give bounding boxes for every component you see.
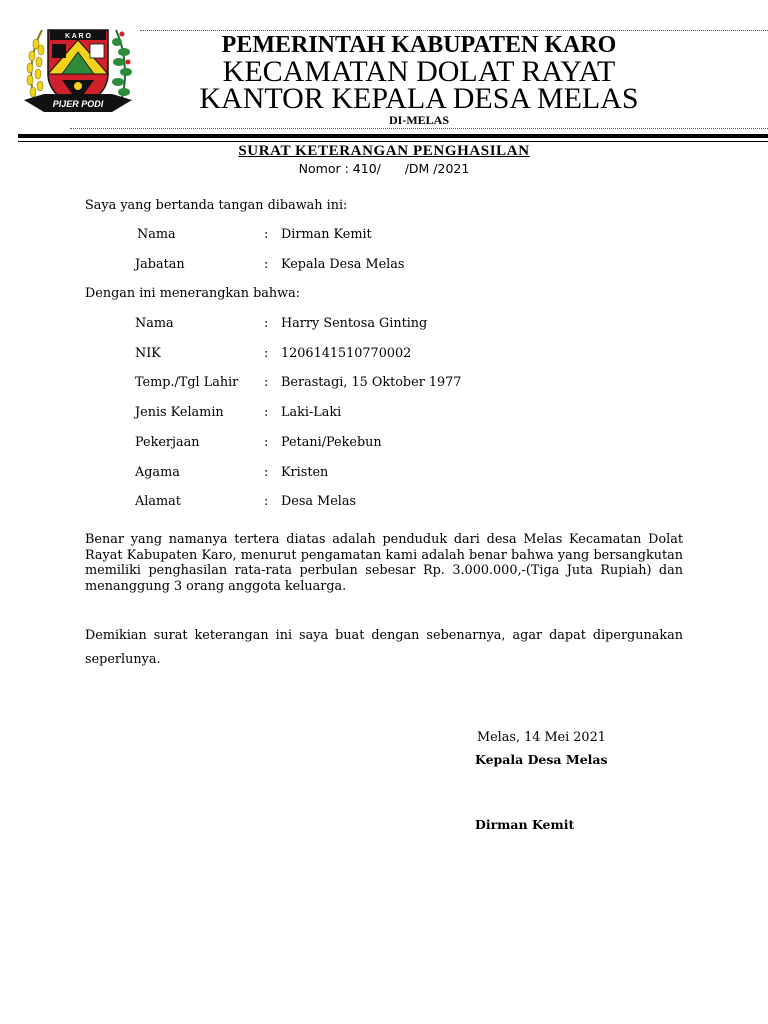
emblem-banner-text: PIJER PODI <box>52 99 104 109</box>
person-gender-value: Laki-Laki <box>281 405 342 420</box>
intro2-text: Dengan ini menerangkan bahwa: <box>85 286 301 301</box>
signer-name-colon: : <box>264 227 269 242</box>
person-job-value: Petani/Pekebun <box>281 435 382 450</box>
emblem-top-text: K A R O <box>65 33 91 40</box>
header-government: PEMERINTAH KABUPATEN KARO <box>221 32 617 58</box>
person-nik-value: 1206141510770002 <box>281 346 412 361</box>
person-job-colon: : <box>264 435 269 450</box>
letter-title <box>0 143 768 160</box>
rice-stalk-icon <box>27 30 44 104</box>
person-name-label: Nama <box>135 316 174 331</box>
header-dotted-divider <box>70 128 768 129</box>
statement-paragraph: Benar yang namanya tertera diatas adalah penduduk dari desa Melas Kecamatan Dolat Rayat Kabupaten Karo, menurut pengamatan kami adalah benar bahwa yang bersangkutan memiliki penghasilan rata-rata perbulan sebesar Rp. 3.000.000,-(Tiga Juta Rupiah) dan menanggung 3 orang anggota keluarga. <box>85 532 683 594</box>
person-religion-colon: : <box>264 465 269 480</box>
person-religion-label: Agama <box>135 465 180 480</box>
signature-place-date: Melas, 14 Mei 2021 <box>477 730 606 745</box>
person-birth-value: Berastagi, 15 Oktober 1977 <box>281 375 462 390</box>
person-religion-value: Kristen <box>281 465 329 480</box>
person-nik-colon: : <box>264 346 269 361</box>
person-gender-label: Jenis Kelamin <box>135 405 224 420</box>
signer-name-label: Nama <box>137 227 176 242</box>
header-thick-divider <box>18 134 768 138</box>
signer-position-value: Kepala Desa Melas <box>281 257 405 272</box>
header-district: KECAMATAN DOLAT RAYAT <box>222 55 616 88</box>
person-address-label: Alamat <box>135 494 181 509</box>
person-birth-label: Temp./Tgl Lahir <box>135 375 239 390</box>
person-job-label: Pekerjaan <box>135 435 200 450</box>
header-thin-divider <box>18 141 768 142</box>
signer-position-label: Jabatan <box>135 257 185 272</box>
person-gender-colon: : <box>264 405 269 420</box>
person-address-colon: : <box>264 494 269 509</box>
person-name-value: Harry Sentosa Ginting <box>281 316 428 331</box>
person-address-value: Desa Melas <box>281 494 357 509</box>
person-birth-colon: : <box>264 375 269 390</box>
signer-position-colon: : <box>264 257 269 272</box>
header-office: KANTOR KEPALA DESA MELAS <box>199 82 639 115</box>
closing-paragraph: Demikian surat keterangan ini saya buat dengan sebenarnya, agar dapat dipergunakan seperlunya. <box>85 628 683 667</box>
person-nik-label: NIK <box>135 346 161 361</box>
signature-name: Dirman Kemit <box>475 817 575 832</box>
person-name-colon: : <box>264 316 269 331</box>
letter-number: Nomor : 410/ /DM /2021 <box>298 161 470 176</box>
header-location: DI-MELAS <box>388 113 449 127</box>
signer-name-value: Dirman Kemit <box>281 227 372 242</box>
signature-position: Kepala Desa Melas <box>475 752 608 767</box>
letter-title-text: SURAT KETERANGAN PENGHASILAN <box>238 143 530 159</box>
intro-text: Saya yang bertanda tangan dibawah ini: <box>85 198 348 213</box>
